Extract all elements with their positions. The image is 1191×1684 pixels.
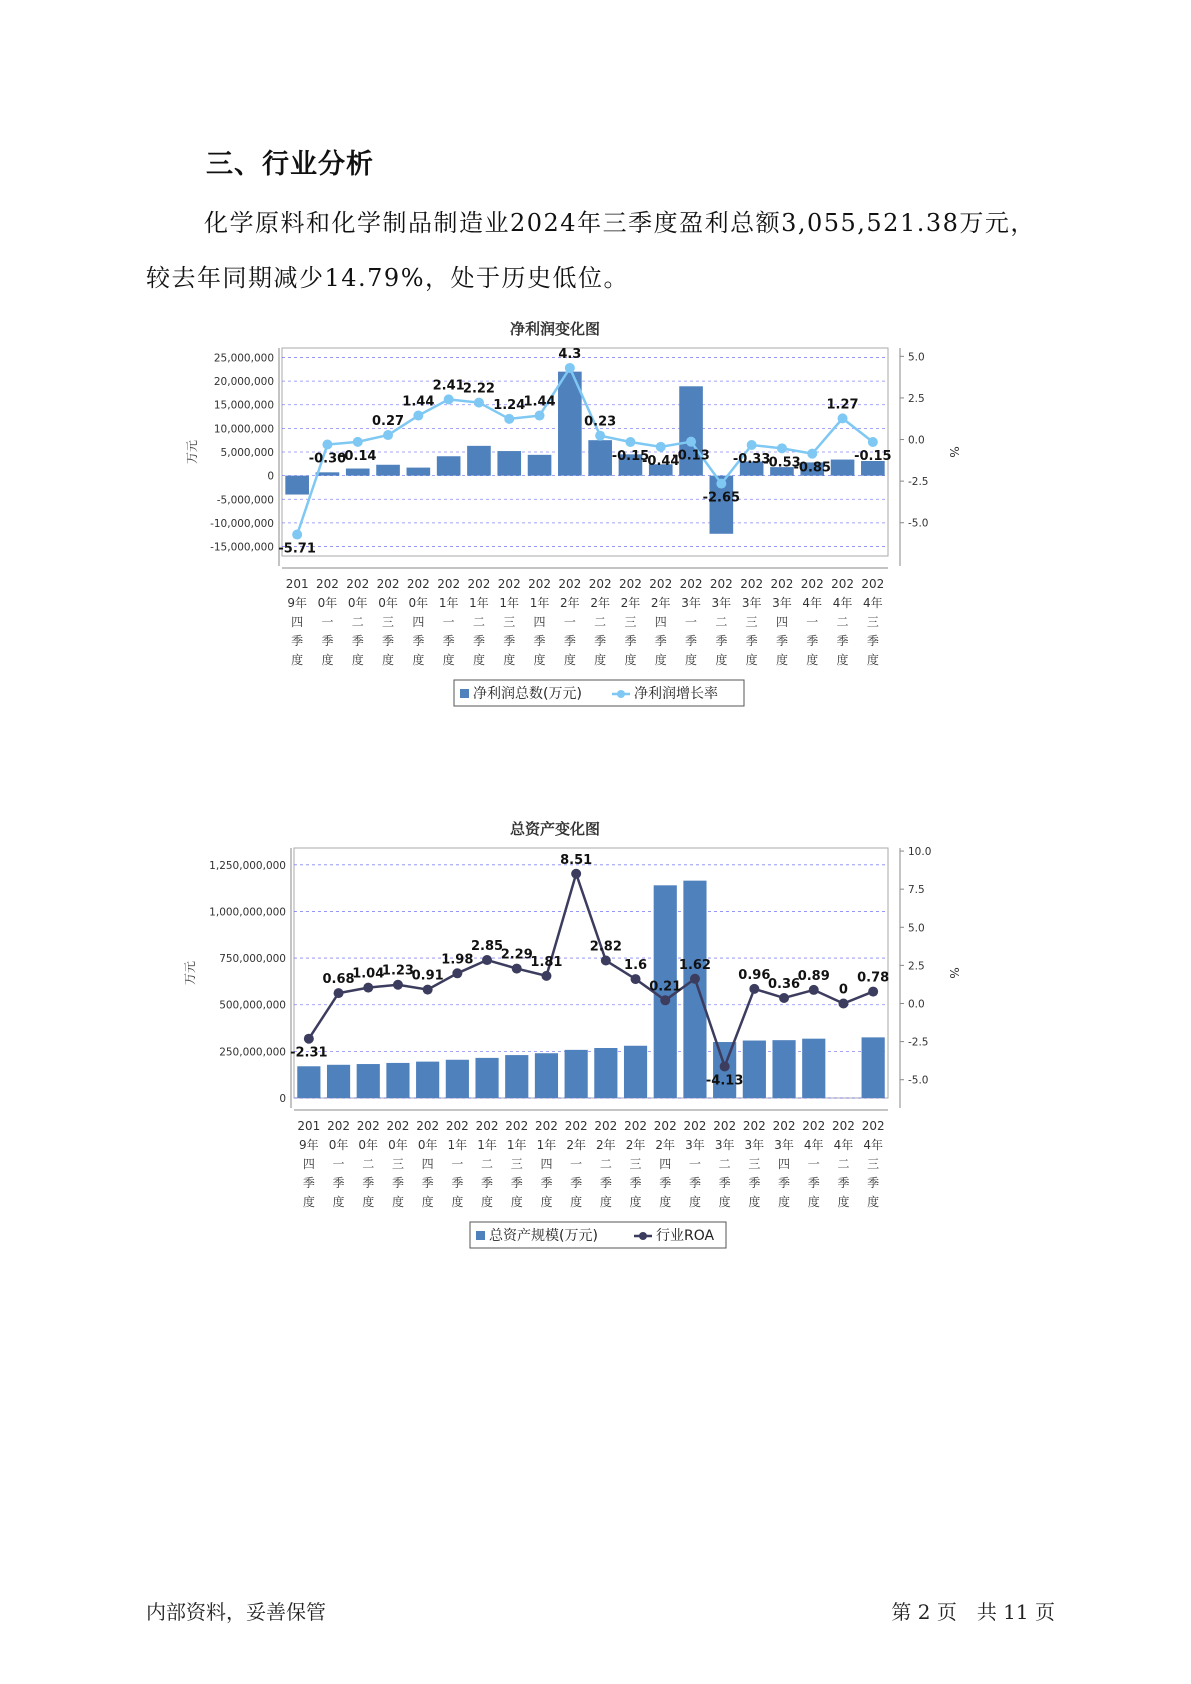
y2-tick-label: 0.0 (908, 434, 925, 447)
line-point (541, 971, 551, 981)
y-tick-label: 0 (279, 1093, 286, 1105)
y-tick-label: 1,000,000,000 (209, 906, 286, 919)
line-point (504, 414, 514, 424)
line-point (868, 437, 878, 447)
footer-confidential-note: 内部资料，妥善保管 (146, 1600, 326, 1624)
x-tick-label: 202 3年二季度 (709, 577, 733, 667)
legend-line-label: 行业ROA (656, 1228, 715, 1244)
line-point (512, 964, 522, 974)
bar (624, 1046, 647, 1098)
data-label: 1.62 (678, 957, 711, 973)
line-point (292, 530, 302, 540)
bar (475, 1058, 498, 1098)
y-tick-label: 10,000,000 (213, 423, 274, 436)
y-tick-label: 15,000,000 (213, 399, 274, 412)
x-tick-label: 202 4年一季度 (802, 1119, 826, 1209)
line-point (353, 437, 363, 447)
data-label: -0.85 (793, 460, 831, 476)
y2-tick-label: 10.0 (908, 846, 932, 859)
line-point (393, 980, 403, 990)
bar (376, 465, 400, 476)
x-tick-label: 202 1年二季度 (467, 577, 491, 667)
y-tick-label: 20,000,000 (213, 376, 274, 389)
line-point (868, 987, 878, 997)
x-tick-label: 202 4年一季度 (800, 577, 824, 667)
data-label: 0.23 (584, 414, 617, 430)
data-label: 1.44 (523, 394, 556, 410)
line-point (565, 363, 575, 373)
line-point (383, 430, 393, 440)
data-label: 1.6 (624, 958, 648, 974)
bar (528, 455, 552, 476)
y-tick-label: -5,000,000 (216, 494, 274, 507)
legend-bar-label: 总资产规模(万元) (489, 1228, 598, 1244)
data-label: 0 (838, 982, 848, 998)
chart-title: 净利润变化图 (509, 320, 601, 338)
bar (467, 446, 491, 476)
y-tick-label: 1,250,000,000 (209, 859, 286, 872)
y-tick-label: 750,000,000 (219, 953, 286, 966)
bar (327, 1065, 350, 1098)
line-point (444, 394, 454, 404)
y2-tick-label: 7.5 (908, 884, 925, 897)
line-point (413, 411, 423, 421)
y2-tick-label: 5.0 (908, 922, 925, 935)
data-label: -4.13 (705, 1073, 744, 1089)
y-tick-label: 250,000,000 (219, 1046, 286, 1059)
data-label: -0.53 (763, 455, 801, 471)
x-tick-label: 202 2年一季度 (564, 1119, 588, 1209)
y2-tick-label: -5.0 (908, 517, 929, 530)
chart-title: 总资产变化图 (509, 820, 601, 838)
x-tick-label: 202 2年二季度 (594, 1119, 618, 1209)
x-tick-label: 202 0年四季度 (406, 577, 430, 667)
y2-axis-label: % (947, 446, 961, 458)
x-tick-label: 202 1年三季度 (505, 1119, 529, 1209)
bar (285, 476, 309, 495)
data-label: -2.65 (702, 490, 741, 506)
x-tick-label: 202 1年一季度 (437, 577, 461, 667)
bar (683, 881, 706, 1098)
x-tick-label: 202 4年三季度 (861, 577, 885, 667)
data-label: 2.41 (432, 378, 465, 394)
line-point (716, 479, 726, 489)
x-tick-label: 202 2年一季度 (558, 577, 582, 667)
x-tick-label: 202 0年三季度 (386, 1119, 410, 1209)
x-tick-label: 202 2年二季度 (588, 577, 612, 667)
line-point (595, 431, 605, 441)
x-tick-label: 202 1年一季度 (445, 1119, 469, 1209)
line-point (482, 955, 492, 965)
x-tick-label: 202 3年四季度 (770, 577, 794, 667)
y-tick-label: 5,000,000 (220, 447, 274, 459)
y2-tick-label: 0.0 (908, 998, 925, 1011)
line-point (571, 869, 581, 879)
x-tick-label: 202 2年三季度 (624, 1119, 648, 1209)
x-tick-label: 202 4年三季度 (861, 1119, 885, 1209)
line-point (660, 995, 670, 1005)
y2-axis-label: % (947, 967, 961, 979)
x-tick-label: 202 3年一季度 (683, 1119, 707, 1209)
data-label: 1.23 (381, 963, 414, 979)
data-label: -0.13 (672, 448, 710, 464)
x-tick-label: 202 0年三季度 (376, 577, 400, 667)
footer-page-number: 第 2 页 共 11 页 (891, 1600, 1055, 1624)
line-point (749, 984, 759, 994)
line-point (809, 985, 819, 995)
x-tick-label: 202 0年二季度 (346, 577, 370, 667)
bar (772, 1040, 795, 1098)
line-point (779, 993, 789, 1003)
line-point (304, 1034, 314, 1044)
line-point (601, 956, 611, 966)
total-assets-chart (180, 818, 1000, 1278)
bar (346, 469, 370, 476)
line-point (656, 442, 666, 452)
data-label: 0.91 (411, 968, 444, 984)
data-label: 0.21 (649, 979, 682, 995)
x-tick-label: 202 3年一季度 (679, 577, 703, 667)
data-label: 1.81 (530, 954, 563, 970)
bar (416, 1062, 439, 1098)
bar (437, 456, 461, 475)
y-tick-label: 0 (267, 470, 274, 483)
data-label: 1.04 (352, 966, 385, 982)
data-label: -5.71 (278, 541, 316, 557)
data-label: 0.78 (857, 970, 890, 986)
x-tick-label: 202 0年一季度 (315, 577, 339, 667)
line-point (334, 988, 344, 998)
line-point (747, 440, 757, 450)
y2-tick-label: 2.5 (908, 960, 925, 973)
x-tick-label: 202 1年四季度 (534, 1119, 558, 1209)
line-point (838, 413, 848, 423)
data-label: 2.29 (500, 947, 533, 963)
bar (497, 451, 521, 476)
x-tick-label: 202 0年一季度 (327, 1119, 351, 1209)
data-label: 1.44 (402, 394, 435, 410)
data-label: 4.3 (558, 346, 582, 362)
data-label: 0.36 (768, 977, 801, 992)
y-tick-label: -15,000,000 (210, 541, 274, 554)
data-label: 0.68 (322, 972, 355, 988)
bar (446, 1060, 469, 1098)
line-point (535, 411, 545, 421)
line-point (720, 1061, 730, 1071)
line-point (807, 449, 817, 459)
data-label: -0.44 (642, 453, 680, 469)
legend-bar-swatch (476, 1231, 485, 1240)
x-tick-label: 202 3年四季度 (772, 1119, 796, 1209)
y-tick-label: -10,000,000 (210, 517, 274, 530)
bar (407, 468, 431, 476)
x-tick-label: 202 2年四季度 (649, 577, 673, 667)
line-point (452, 968, 462, 978)
x-tick-label: 202 0年二季度 (356, 1119, 380, 1209)
data-label: 2.82 (589, 939, 622, 955)
line-point (631, 974, 641, 984)
bar (535, 1053, 558, 1098)
bar (588, 440, 612, 475)
x-tick-label: 202 1年三季度 (497, 577, 521, 667)
bar (565, 1050, 588, 1098)
data-label: -0.30 (308, 451, 347, 467)
line-point (322, 440, 332, 450)
data-label: 0.89 (797, 968, 830, 984)
line-point (777, 443, 787, 453)
line-point (838, 998, 848, 1008)
y2-tick-label: -2.5 (908, 476, 929, 489)
bar (505, 1055, 528, 1098)
x-tick-label: 202 0年四季度 (416, 1119, 440, 1209)
x-tick-label: 202 4年二季度 (831, 577, 855, 667)
line-point (423, 985, 433, 995)
data-label: 2.22 (462, 381, 495, 397)
data-label: 1.24 (493, 397, 526, 413)
net-profit-chart (180, 318, 1000, 778)
bar (802, 1039, 825, 1098)
data-label: 8.51 (560, 852, 593, 868)
x-tick-label: 202 3年三季度 (740, 577, 764, 667)
y2-tick-label: 2.5 (908, 392, 925, 405)
data-label: 0.27 (372, 414, 405, 430)
legend-bar-label: 净利润总数(万元) (473, 686, 582, 702)
x-tick-label: 202 3年三季度 (742, 1119, 766, 1209)
bar (831, 460, 855, 476)
x-tick-label: 202 2年三季度 (618, 577, 642, 667)
data-label: -0.15 (611, 449, 650, 465)
y-tick-label: 500,000,000 (219, 999, 286, 1012)
bar (743, 1041, 766, 1098)
y2-tick-label: 5.0 (908, 351, 925, 364)
data-label: -0.33 (732, 452, 771, 468)
bar (594, 1048, 617, 1098)
data-label: -2.31 (290, 1045, 328, 1061)
data-label: 1.98 (441, 952, 474, 968)
line-point (625, 437, 635, 447)
section-heading: 三、行业分析 (206, 149, 374, 180)
bar (297, 1066, 320, 1098)
data-label: 1.27 (826, 397, 859, 413)
x-tick-label: 202 1年四季度 (528, 577, 552, 667)
data-label: -0.14 (339, 448, 377, 464)
legend-line-marker (617, 690, 625, 698)
data-label: 2.85 (471, 939, 504, 955)
x-tick-label: 202 4年二季度 (831, 1119, 855, 1209)
bar (357, 1064, 380, 1098)
x-tick-label: 202 3年二季度 (713, 1119, 737, 1209)
x-tick-label: 201 9年四季度 (297, 1119, 321, 1209)
bar (386, 1063, 409, 1098)
line-point (686, 437, 696, 447)
y-axis-label: 万元 (185, 439, 199, 465)
summary-paragraph: 化学原料和化学制品制造业2024年三季度盈利总额3,055,521.38万元，较去年同期减少14.79%，处于历史低位。 (146, 209, 1036, 292)
legend-line-label: 净利润增长率 (634, 686, 718, 702)
y2-tick-label: -5.0 (908, 1074, 929, 1087)
data-label: -0.15 (854, 449, 892, 465)
legend-bar-swatch (460, 689, 469, 698)
data-label: 0.96 (738, 967, 771, 983)
line-point (690, 974, 700, 984)
y-tick-label: 25,000,000 (213, 352, 274, 365)
legend-line-marker (639, 1232, 647, 1240)
y2-tick-label: -2.5 (908, 1036, 929, 1049)
line-point (363, 983, 373, 993)
bar (862, 1037, 885, 1098)
x-tick-label: 201 9年四季度 (285, 577, 309, 667)
x-tick-label: 202 1年二季度 (475, 1119, 499, 1209)
x-tick-label: 202 2年四季度 (653, 1119, 677, 1209)
line-point (474, 398, 484, 408)
y-axis-label: 万元 (183, 960, 197, 986)
